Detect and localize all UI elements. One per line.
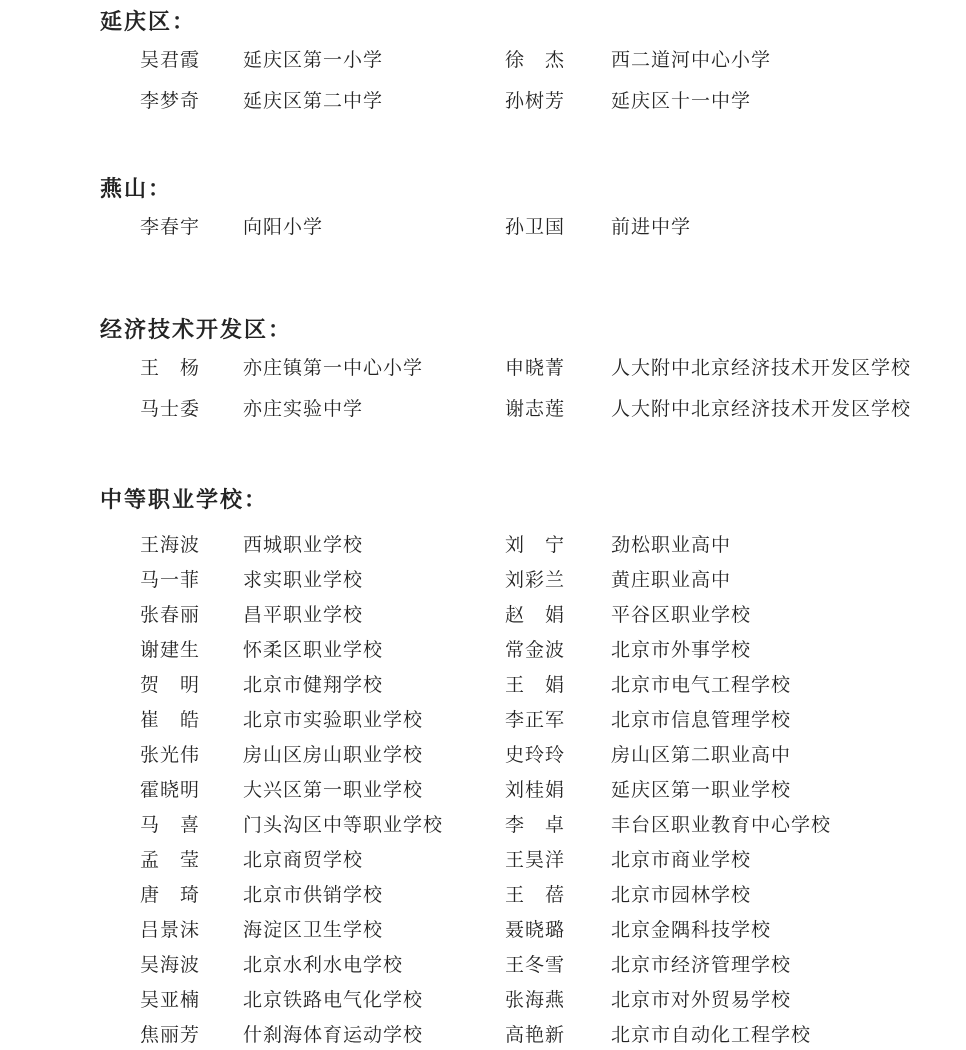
teacher-name: 王昊洋 bbox=[505, 850, 566, 871]
school-name: 房山区房山职业学校 bbox=[243, 745, 424, 766]
teacher-name: 谢建生 bbox=[140, 640, 201, 661]
school-name: 北京市健翔学校 bbox=[243, 675, 384, 696]
teacher-name: 吴君霞 bbox=[140, 50, 201, 71]
teacher-name: 李正军 bbox=[505, 710, 566, 731]
teacher-name: 孙树芳 bbox=[505, 91, 566, 112]
school-name: 北京市信息管理学校 bbox=[611, 710, 792, 731]
teacher-name: 常金波 bbox=[505, 640, 566, 661]
school-name: 北京市商业学校 bbox=[611, 850, 752, 871]
roster-row bbox=[140, 981, 946, 1016]
teacher-name: 聂晓璐 bbox=[505, 920, 566, 941]
teacher-name: 李卓 bbox=[505, 815, 565, 836]
section-rows bbox=[100, 346, 946, 428]
school-name: 门头沟区中等职业学校 bbox=[243, 815, 444, 836]
school-name: 北京市供销学校 bbox=[243, 885, 384, 906]
school-name: 延庆区第一职业学校 bbox=[611, 780, 792, 801]
section-heading: 延庆区： bbox=[100, 9, 197, 34]
teacher-name: 马喜 bbox=[140, 815, 200, 836]
roster-row bbox=[140, 596, 946, 631]
school-name: 北京市经济管理学校 bbox=[611, 955, 792, 976]
section-rows bbox=[100, 205, 946, 246]
district-section bbox=[100, 173, 946, 246]
teacher-name: 高艳新 bbox=[505, 1025, 566, 1046]
section-rows bbox=[100, 516, 946, 1050]
teacher-name: 刘宁 bbox=[505, 535, 565, 556]
roster-row bbox=[140, 946, 946, 981]
roster-row bbox=[140, 526, 946, 561]
teacher-name: 王蓓 bbox=[505, 885, 565, 906]
teacher-name: 吕景沫 bbox=[140, 920, 201, 941]
teacher-name: 吴海波 bbox=[140, 955, 201, 976]
roster-row bbox=[140, 38, 946, 79]
school-name: 大兴区第一职业学校 bbox=[243, 780, 424, 801]
roster-row bbox=[140, 387, 946, 428]
section-heading: 中等职业学校： bbox=[100, 487, 269, 512]
school-name: 亦庄镇第一中心小学 bbox=[243, 358, 424, 379]
school-name: 北京市外事学校 bbox=[611, 640, 752, 661]
district-section bbox=[100, 6, 946, 120]
school-name: 北京市电气工程学校 bbox=[611, 675, 792, 696]
teacher-name: 申晓菁 bbox=[505, 358, 566, 379]
teacher-name: 谢志莲 bbox=[505, 399, 566, 420]
roster-row bbox=[140, 736, 946, 771]
roster-row bbox=[140, 631, 946, 666]
school-name: 人大附中北京经济技术开发区学校 bbox=[611, 399, 912, 420]
roster-row bbox=[140, 911, 946, 946]
district-section bbox=[100, 314, 946, 428]
school-name: 北京市实验职业学校 bbox=[243, 710, 424, 731]
teacher-name: 焦丽芳 bbox=[140, 1025, 201, 1046]
teacher-name: 孟莹 bbox=[140, 850, 200, 871]
school-name: 劲松职业高中 bbox=[611, 535, 732, 556]
school-name: 平谷区职业学校 bbox=[611, 605, 752, 626]
teacher-name: 孙卫国 bbox=[505, 217, 566, 238]
school-name: 亦庄实验中学 bbox=[243, 399, 364, 420]
school-name: 黄庄职业高中 bbox=[611, 570, 732, 591]
teacher-name: 贺明 bbox=[140, 675, 200, 696]
teacher-name: 李春宇 bbox=[140, 217, 201, 238]
teacher-name: 王冬雪 bbox=[505, 955, 566, 976]
section-heading: 经济技术开发区： bbox=[100, 317, 293, 342]
school-name: 北京市园林学校 bbox=[611, 885, 752, 906]
school-name: 延庆区第二中学 bbox=[243, 91, 384, 112]
teacher-name: 霍晓明 bbox=[140, 780, 201, 801]
school-name: 北京商贸学校 bbox=[243, 850, 364, 871]
teacher-name: 张光伟 bbox=[140, 745, 201, 766]
roster-row bbox=[140, 841, 946, 876]
school-name: 西二道河中心小学 bbox=[611, 50, 772, 71]
roster-row bbox=[140, 701, 946, 736]
school-name: 求实职业学校 bbox=[243, 570, 364, 591]
section-heading: 燕山： bbox=[100, 176, 173, 201]
school-name: 延庆区十一中学 bbox=[611, 91, 752, 112]
roster-row bbox=[140, 205, 946, 246]
teacher-name: 马一菲 bbox=[140, 570, 201, 591]
teacher-name: 刘桂娟 bbox=[505, 780, 566, 801]
district-section bbox=[100, 484, 946, 1050]
teacher-name: 张春丽 bbox=[140, 605, 201, 626]
school-name: 房山区第二职业高中 bbox=[611, 745, 792, 766]
teacher-name: 李梦奇 bbox=[140, 91, 201, 112]
roster-row bbox=[140, 666, 946, 701]
roster-row bbox=[140, 79, 946, 120]
teacher-name: 张海燕 bbox=[505, 990, 566, 1011]
school-name: 什刹海体育运动学校 bbox=[243, 1025, 424, 1046]
roster-sections bbox=[100, 6, 946, 1050]
roster-row bbox=[140, 346, 946, 387]
school-name: 昌平职业学校 bbox=[243, 605, 364, 626]
teacher-name: 马士委 bbox=[140, 399, 201, 420]
teacher-name: 吴亚楠 bbox=[140, 990, 201, 1011]
roster-row bbox=[140, 806, 946, 841]
teacher-name: 徐杰 bbox=[505, 50, 565, 71]
teacher-name: 王海波 bbox=[140, 535, 201, 556]
roster-row bbox=[140, 771, 946, 806]
roster-row bbox=[140, 1016, 946, 1050]
school-name: 前进中学 bbox=[611, 217, 692, 238]
roster-row bbox=[140, 876, 946, 911]
school-name: 北京市对外贸易学校 bbox=[611, 990, 792, 1011]
school-name: 海淀区卫生学校 bbox=[243, 920, 384, 941]
school-name: 北京市自动化工程学校 bbox=[611, 1025, 812, 1046]
school-name: 怀柔区职业学校 bbox=[243, 640, 384, 661]
school-name: 丰台区职业教育中心学校 bbox=[611, 815, 832, 836]
school-name: 北京铁路电气化学校 bbox=[243, 990, 424, 1011]
school-name: 西城职业学校 bbox=[243, 535, 364, 556]
teacher-name: 崔皓 bbox=[140, 710, 200, 731]
teacher-name: 刘彩兰 bbox=[505, 570, 566, 591]
teacher-name: 王杨 bbox=[140, 358, 200, 379]
school-name: 北京金隅科技学校 bbox=[611, 920, 772, 941]
section-rows bbox=[100, 38, 946, 120]
teacher-name: 史玲玲 bbox=[505, 745, 566, 766]
teacher-name: 赵娟 bbox=[505, 605, 565, 626]
teacher-name: 王娟 bbox=[505, 675, 565, 696]
school-name: 延庆区第一小学 bbox=[243, 50, 384, 71]
teacher-name: 唐琦 bbox=[140, 885, 200, 906]
school-name: 向阳小学 bbox=[243, 217, 324, 238]
school-name: 人大附中北京经济技术开发区学校 bbox=[611, 358, 912, 379]
school-name: 北京水利水电学校 bbox=[243, 955, 404, 976]
roster-row bbox=[140, 561, 946, 596]
